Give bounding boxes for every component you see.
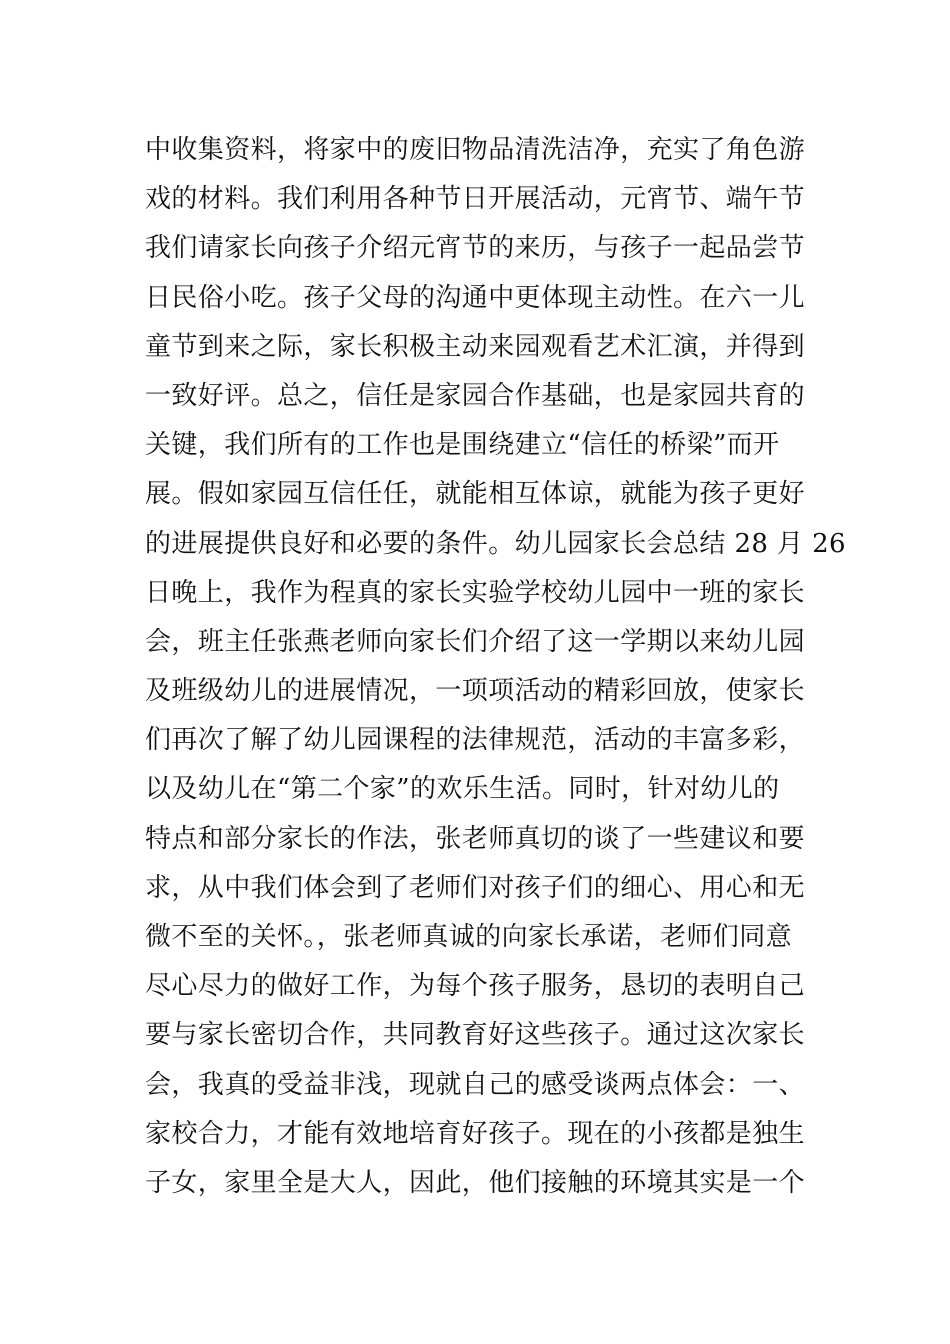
- text-line: 们再次了解了幼儿园课程的法律规范，活动的丰富多彩，: [145, 725, 806, 756]
- text-line: 展。假如家园互信任任，就能相互体谅，就能为孩子更好: [145, 479, 806, 510]
- text-line: 特点和部分家长的作法，张老师真切的谈了一些建议和要: [145, 823, 806, 854]
- text-line: 一致好评。总之，信任是家园合作基础，也是家园共育的: [145, 380, 806, 411]
- text-line: 微不至的关怀。，张老师真诚的向家长承诺，老师们同意: [145, 922, 793, 952]
- text-line: 戏的材料。我们利用各种节日开展活动，元宵节、端午节: [145, 184, 806, 215]
- text-line: 及班级幼儿的进展情况，一项项活动的精彩回放，使家长: [145, 676, 806, 707]
- text-line: 子女，家里全是大人，因此，他们接触的环境其实是一个: [145, 1167, 806, 1198]
- text-line: 尽心尽力的做好工作，为每个孩子服务，恳切的表明自己: [145, 971, 806, 1002]
- text-line: 日晚上，我作为程真的家长实验学校幼儿园中一班的家长: [145, 577, 806, 608]
- text-line: 会，班主任张燕老师向家长们介绍了这一学期以来幼儿园: [145, 626, 806, 657]
- text-line: 关键，我们所有的工作也是围绕建立“信任的桥梁”而开: [145, 430, 780, 461]
- text-line: 中收集资料，将家中的废旧物品清洗洁净，充实了角色游: [145, 135, 806, 165]
- text-line: 日民俗小吃。孩子父母的沟通中更体现主动性。在六一儿: [145, 282, 806, 313]
- text-line: 我们请家长向孩子介绍元宵节的来历，与孩子一起品尝节: [145, 233, 806, 264]
- text-line: 童节到来之际，家长积极主动来园观看艺术汇演，并得到: [145, 331, 806, 362]
- body-text: [145, 126, 846, 1208]
- text-line: 要与家长密切合作，共同教育好这些孩子。通过这次家长: [145, 1020, 806, 1051]
- text-line: 求，从中我们体会到了老师们对孩子们的细心、用心和无: [145, 872, 806, 903]
- text-line: 家校合力，才能有效地培育好孩子。现在的小孩都是独生: [145, 1118, 806, 1149]
- text-line: 会，我真的受益非浅，现就自己的感受谈两点体会：一、: [145, 1069, 806, 1100]
- text-line: 的进展提供良好和必要的条件。幼儿园家长会总结 28 月 26: [145, 528, 846, 559]
- text-line: 以及幼儿在“第二个家”的欢乐生活。同时，针对幼儿的: [145, 774, 780, 805]
